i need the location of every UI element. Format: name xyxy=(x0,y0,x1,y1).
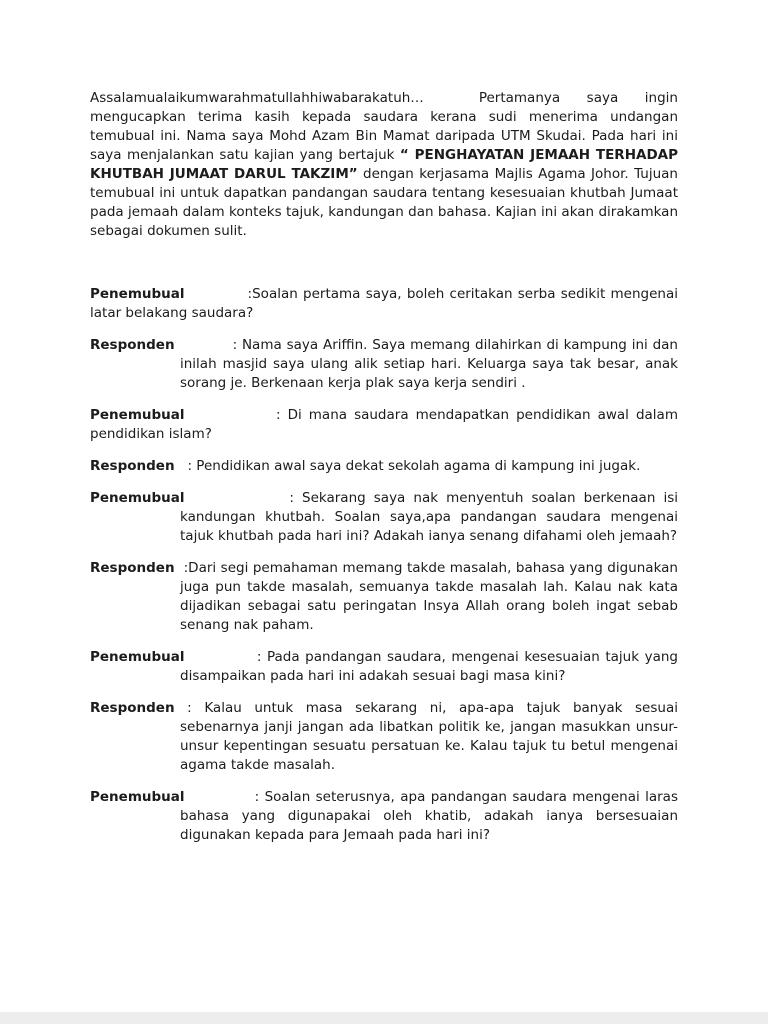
qa-text: Soalan seterusnya, apa pandangan saudara mengenai laras bahasa yang digunapakai oleh khatib, adakah ianya bersesuaian digunakan kepada para Jemaah pada hari ini? xyxy=(180,789,678,843)
qa-text: Pendidikan awal saya dekat sekolah agama di kampung ini jugak. xyxy=(196,458,641,474)
speaker-label: Penemubual xyxy=(90,286,185,302)
qa-block xyxy=(90,457,678,476)
separator: : xyxy=(184,490,303,506)
qa-text: Sekarang saya nak menyentuh soalan berkenaan isi kandungan khutbah. Soalan saya,apa pandangan saudara mengenai tajuk khutbah pada hari ini? Adakah ianya senang difahami oleh jemaah? xyxy=(180,490,678,544)
separator: : xyxy=(174,337,242,353)
speaker-label: Responden xyxy=(90,458,175,474)
intro-text: Assalamualaikumwarahmatullahhiwabarakatuh… xyxy=(90,90,424,106)
interview-title-bold: “ PENGHAYATAN JEMAAH TERHADAP KHUTBAH JUMAAT DARUL TAKZIM” xyxy=(90,147,678,182)
qa-block xyxy=(90,559,678,635)
qa-block xyxy=(90,336,678,393)
separator: : xyxy=(184,407,288,423)
separator: : xyxy=(184,789,265,805)
intro-paragraph xyxy=(90,89,678,241)
separator: : xyxy=(174,560,189,576)
intro-text: Pertamanya saya ingin mengucapkan terima kasih kepada saudara kerana sudi menerima undangan temubual ini. Nama saya Mohd Azam Bin Mamat daripada UTM Skudai. Pada hari ini saya menjalankan satu kajian yang bertajuk xyxy=(90,90,678,163)
qa-block xyxy=(90,406,678,444)
intro-text: dengan kerjasama Majlis Agama Johor. Tujuan temubual ini untuk dapatkan pandangan saudara tentang kesesuaian khutbah Jumaat pada jemaah dalam konteks tajuk, kandungan dan bahasa. Kajian ini akan dirakamkan sebagai dokumen sulit. xyxy=(90,166,678,239)
qa-block xyxy=(90,699,678,775)
speaker-label: Penemubual xyxy=(90,407,185,423)
separator: : xyxy=(174,458,197,474)
qa-text: Nama saya Ariffin. Saya memang dilahirkan di kampung ini dan inilah masjid saya ulang alik setiap hari. Keluarga saya tak besar, anak sorang je. Berkenaan kerja plak saya kerja sendiri . xyxy=(180,337,678,391)
qa-text: Pada pandangan saudara, mengenai kesesuaian tajuk yang disampaikan pada hari ini adakah sesuai bagi masa kini? xyxy=(180,649,678,684)
separator: : xyxy=(174,700,205,716)
separator: : xyxy=(184,286,253,302)
qa-block xyxy=(90,648,678,686)
speaker-label: Responden xyxy=(90,700,175,716)
qa-text: Di mana saudara mendapatkan pendidikan awal dalam pendidikan islam? xyxy=(90,407,678,442)
qa-text: Soalan pertama saya, boleh ceritakan serba sedikit mengenai latar belakang saudara? xyxy=(90,286,678,321)
speaker-label: Penemubual xyxy=(90,490,185,506)
qa-text: Kalau untuk masa sekarang ni, apa-apa tajuk banyak sesuai sebenarnya janji jangan ada libatkan politik ke, jangan masukkan unsur-unsur kepentingan sesuatu persatuan ke. Kalau tajuk tu betul mengenai agama takde masalah. xyxy=(180,700,678,773)
page-bottom-edge xyxy=(0,1012,768,1024)
qa-block xyxy=(90,285,678,323)
separator: : xyxy=(184,649,267,665)
speaker-label: Responden xyxy=(90,337,175,353)
speaker-label: Penemubual xyxy=(90,789,185,805)
speaker-label: Penemubual xyxy=(90,649,185,665)
qa-list xyxy=(90,285,678,845)
qa-block xyxy=(90,788,678,845)
qa-text: Dari segi pemahaman memang takde masalah, bahasa yang digunakan juga pun takde masalah, semuanya takde masalah lah. Kalau nak kata dijadikan sebagai satu peringatan Insya Allah orang boleh ingat sebab senang nak paham. xyxy=(180,560,678,633)
speaker-label: Responden xyxy=(90,560,175,576)
qa-block xyxy=(90,489,678,546)
